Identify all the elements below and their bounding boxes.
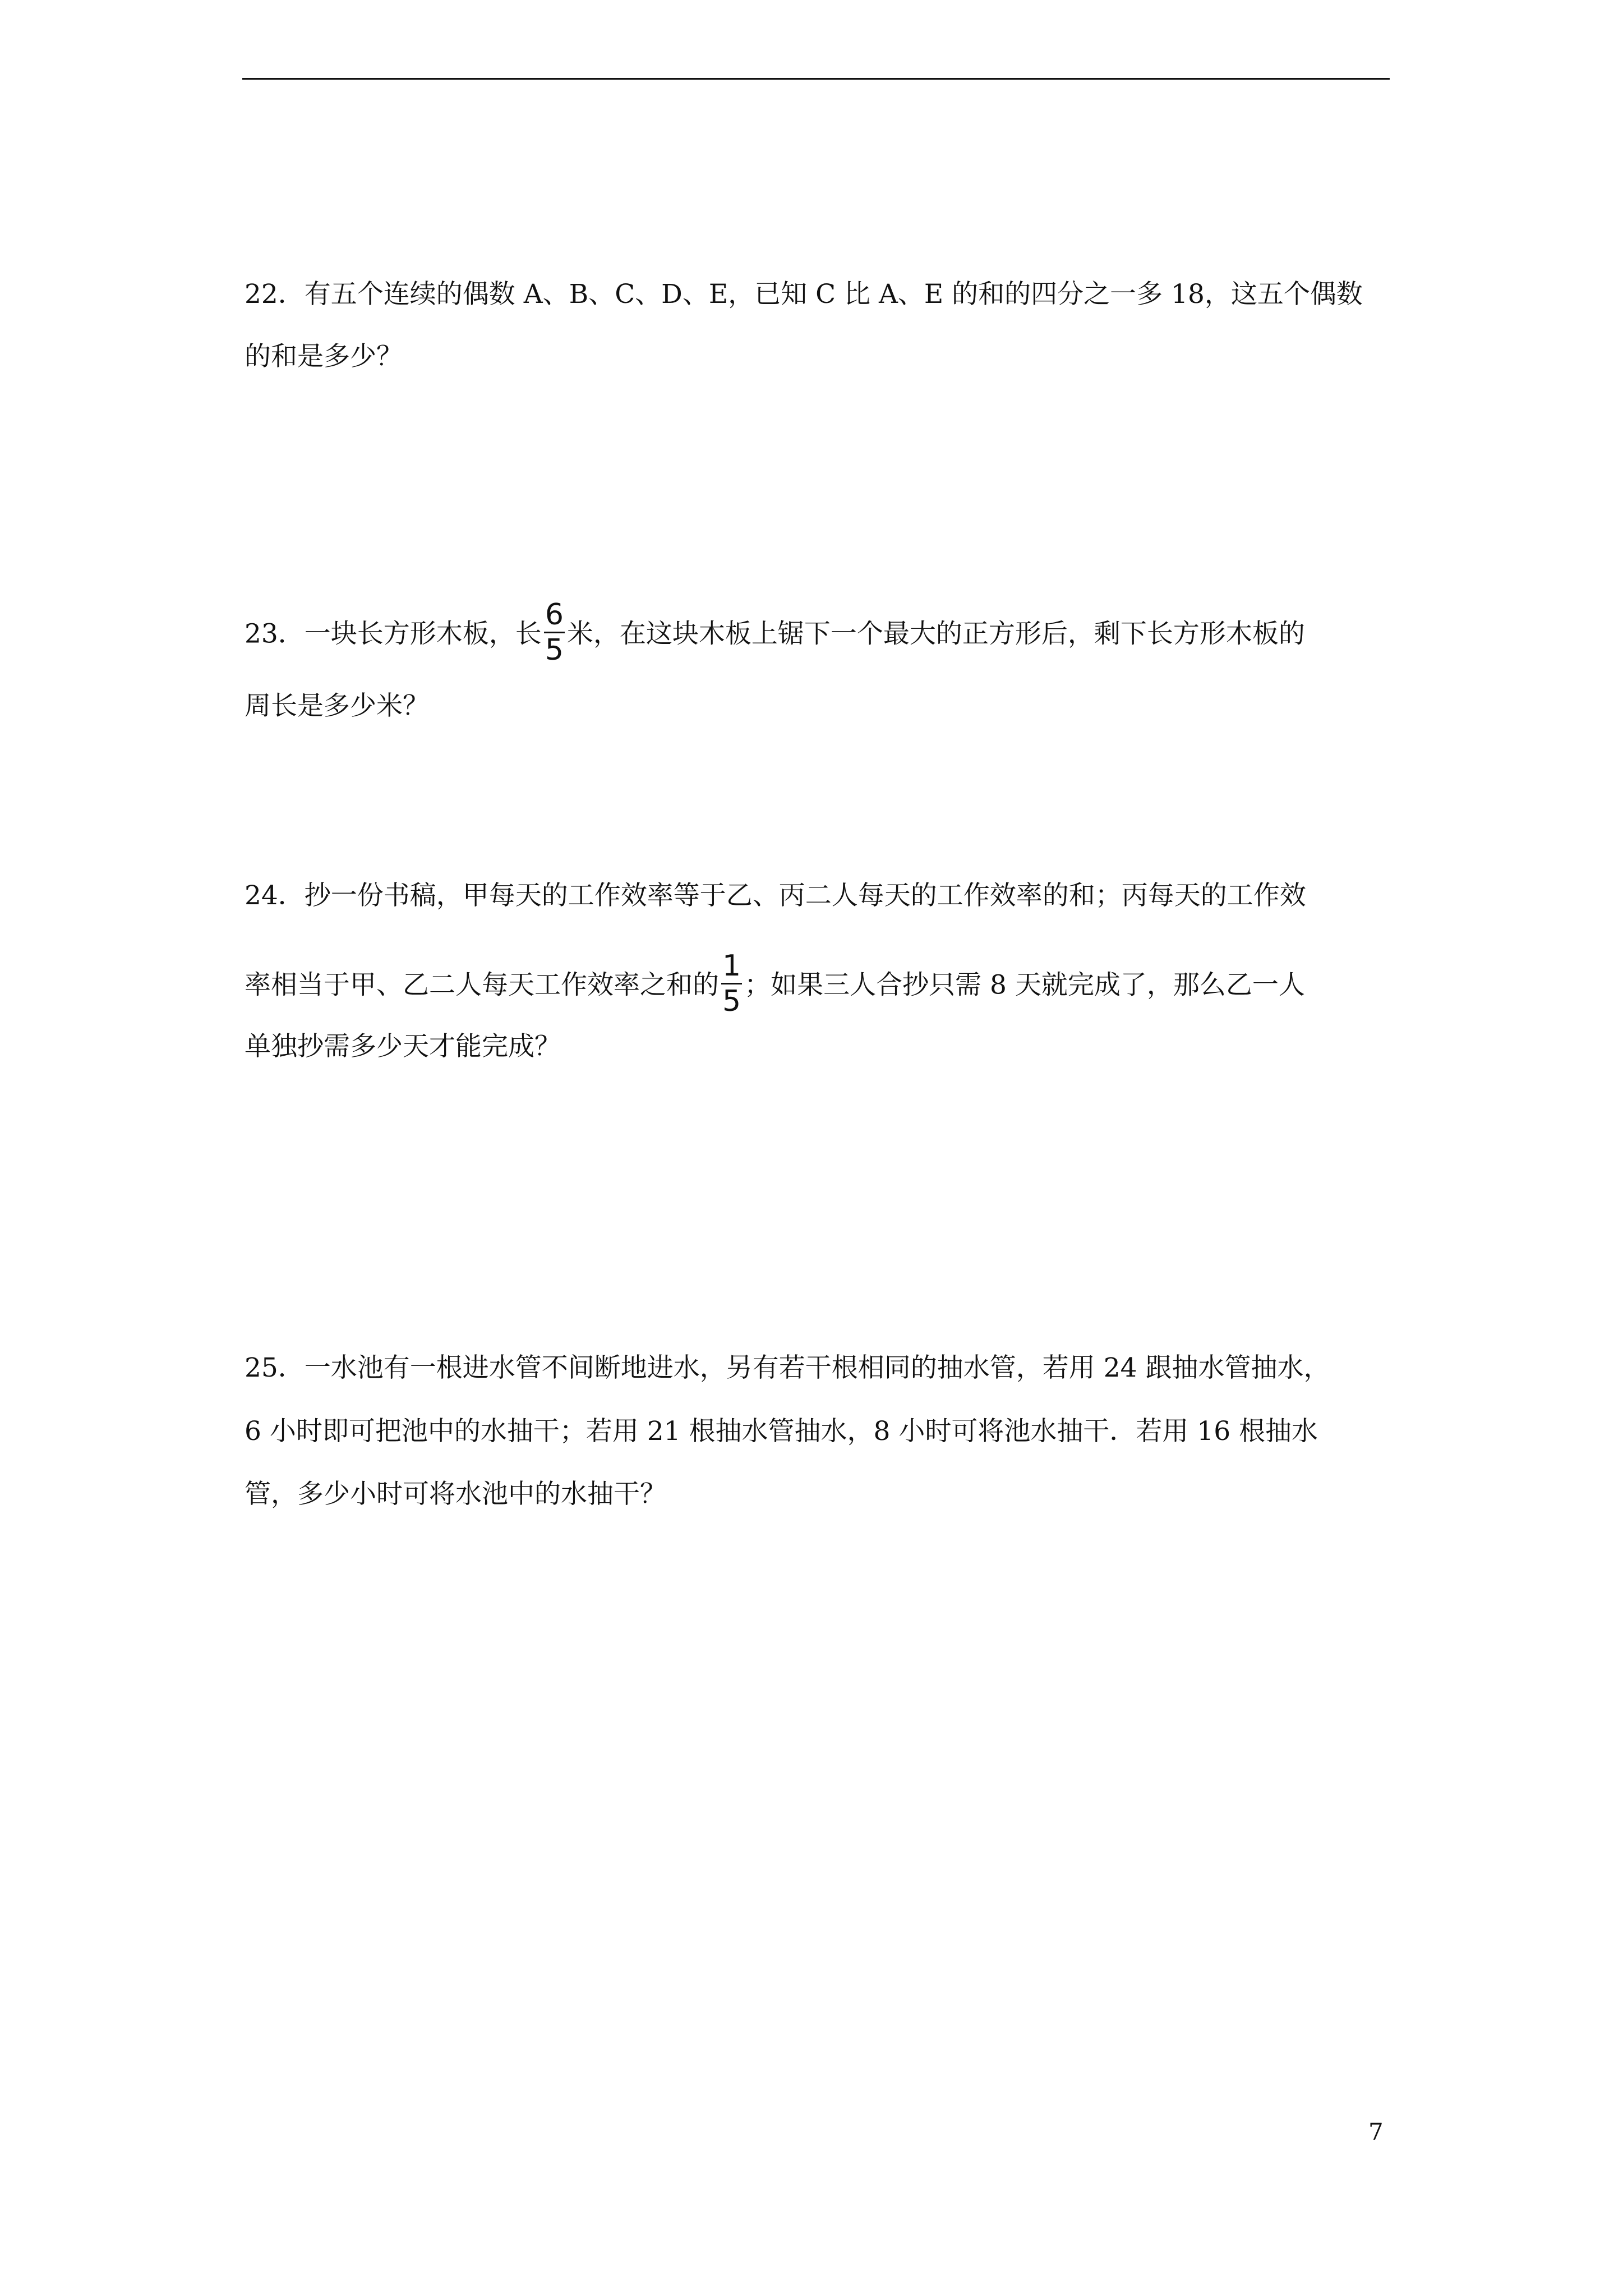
- fraction-denominator: 5: [545, 633, 564, 667]
- question-23-line-1: [245, 598, 1305, 667]
- question-24-line-3: 单独抄需多少天才能完成？: [245, 1031, 561, 1062]
- fraction-one-fifth: [721, 951, 742, 1016]
- fraction-denominator: 5: [722, 984, 741, 1018]
- question-23-text-before-fraction: 23．一块长方形木板，长: [245, 618, 542, 650]
- question-25-line-3: 管，多少小时可将水池中的水抽干？: [245, 1479, 666, 1510]
- question-24-text-after-fraction: ；如果三人合抄只需 8 天就完成了，那么乙一人: [744, 969, 1305, 1001]
- question-23-text-after-fraction: 米，在这块木板上锯下一个最大的正方形后，剩下长方形木板的: [566, 618, 1305, 650]
- question-24-text-before-fraction: 率相当于甲、乙二人每天工作效率之和的: [245, 969, 719, 1001]
- page-number: 7: [1368, 2118, 1384, 2146]
- question-25-line-1: 25．一水池有一根进水管不间断地进水，另有若干根相同的抽水管，若用 24 跟抽水管抽水，: [245, 1352, 1330, 1383]
- question-24-line-2: [245, 949, 1305, 1018]
- question-25-line-2: 6 小时即可把池中的水抽干；若用 21 根抽水管抽水，8 小时可将池水抽干．若用 16 根抽水: [245, 1416, 1318, 1447]
- header-rule: [242, 78, 1390, 80]
- question-22-line-1: 22．有五个连续的偶数 A、B、C、D、E，已知 C 比 A、E 的和的四分之一多 18，这五个偶数: [245, 279, 1363, 310]
- fraction-numerator: 6: [544, 600, 565, 633]
- question-23-line-2: 周长是多少米？: [245, 691, 429, 721]
- question-24-line-1: 24．抄一份书稿，甲每天的工作效率等于乙、丙二人每天的工作效率的和；丙每天的工作效: [245, 880, 1306, 911]
- fraction-numerator: 1: [721, 951, 742, 984]
- question-22-line-2: 的和是多少？: [245, 341, 403, 372]
- fraction-six-fifths: [544, 600, 565, 665]
